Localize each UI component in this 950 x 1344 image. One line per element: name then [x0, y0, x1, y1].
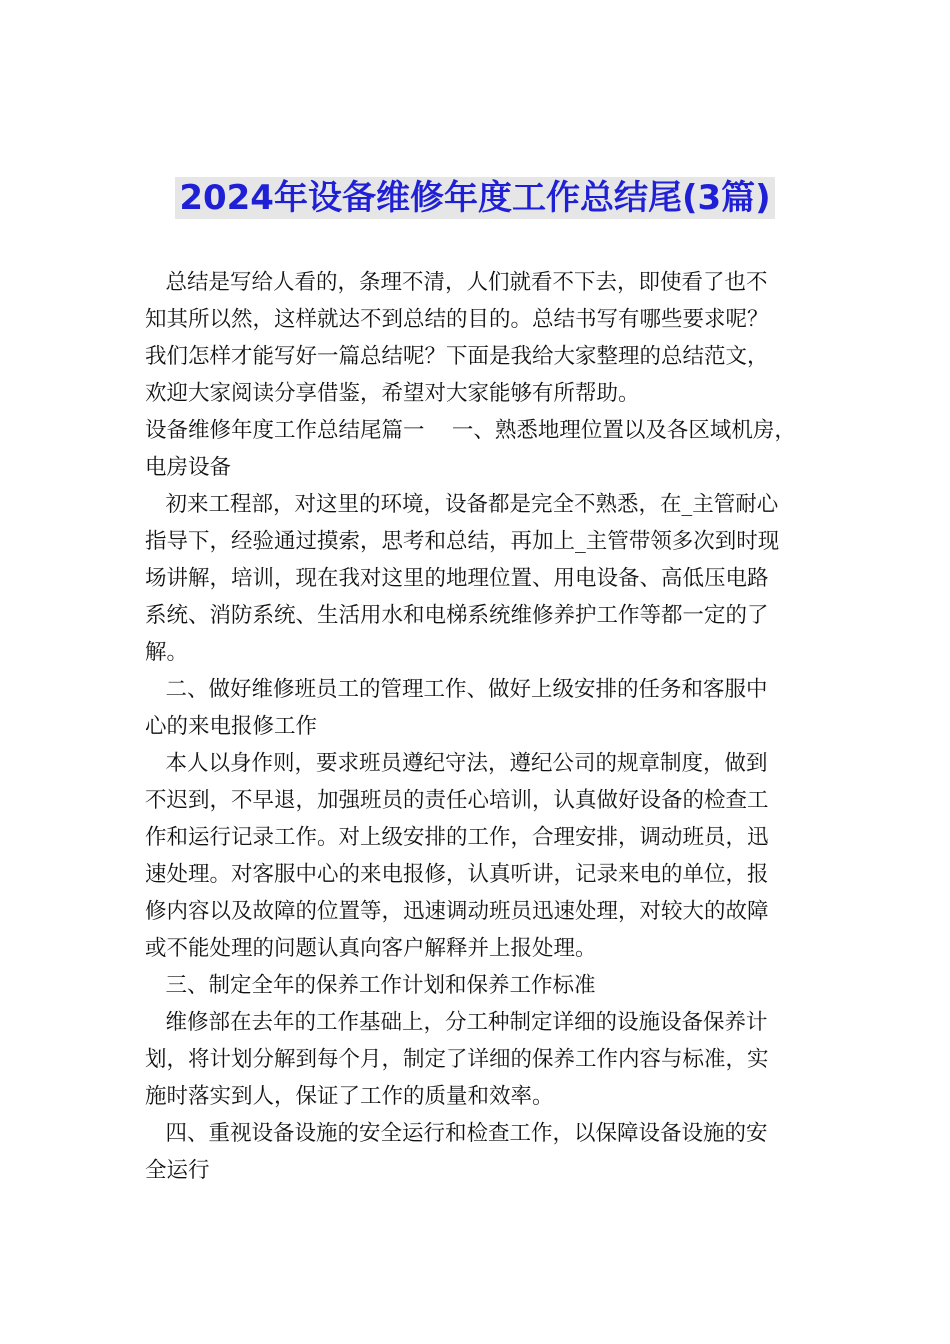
text-line: 不迟到，不早退，加强班员的责任心培训，认真做好设备的检查工	[145, 788, 769, 813]
text-line: 知其所以然，这样就达不到总结的目的。总结书写有哪些要求呢？	[145, 307, 769, 332]
text-line: 指导下，经验通过摸索，思考和总结，再加上_主管带领多次到时现	[145, 529, 780, 554]
text-line: 欢迎大家阅读分享借鉴，希望对大家能够有所帮助。	[145, 381, 640, 406]
text-line: 场讲解，培训，现在我对这里的地理位置、用电设备、高低压电路	[145, 566, 769, 591]
text-line: 或不能处理的问题认真向客户解释并上报处理。	[145, 936, 597, 961]
title-container	[0, 177, 950, 219]
text-line: 心的来电报修工作	[145, 714, 318, 739]
text-line: 我们怎样才能写好一篇总结呢？下面是我给大家整理的总结范文，	[145, 344, 769, 369]
text-line: 系统、消防系统、生活用水和电梯系统维修养护工作等都一定的了	[145, 603, 769, 628]
text-line: 作和运行记录工作。对上级安排的工作，合理安排，调动班员，迅	[145, 825, 769, 850]
text-line: 修内容以及故障的位置等，迅速调动班员迅速处理，对较大的故障	[145, 899, 769, 924]
text-line: 划，将计划分解到每个月，制定了详细的保养工作内容与标准，实	[145, 1047, 769, 1072]
text-line: 设备维修年度工作总结尾篇一 一、熟悉地理位置以及各区域机房，	[145, 418, 796, 443]
text-line: 速处理。对客服中心的来电报修，认真听讲，记录来电的单位，报	[145, 862, 769, 887]
document-title: 2024年设备维修年度工作总结尾(3篇)	[175, 177, 774, 219]
text-line: 三、制定全年的保养工作计划和保养工作标准	[145, 973, 596, 998]
text-line: 解。	[145, 640, 189, 665]
text-line: 总结是写给人看的，条理不清，人们就看不下去，即使看了也不	[145, 270, 768, 295]
text-line: 施时落实到人，保证了工作的质量和效率。	[145, 1084, 554, 1109]
text-line: 本人以身作则，要求班员遵纪守法，遵纪公司的规章制度，做到	[145, 751, 768, 776]
text-line: 初来工程部，对这里的环境，设备都是完全不熟悉，在_主管耐心	[145, 492, 779, 517]
text-line: 电房设备	[145, 455, 232, 480]
text-line: 四、重视设备设施的安全运行和检查工作，以保障设备设施的安	[145, 1121, 768, 1146]
text-line: 全运行	[145, 1158, 210, 1183]
document-body	[145, 264, 825, 1189]
text-line: 维修部在去年的工作基础上，分工种制定详细的设施设备保养计	[145, 1010, 768, 1035]
text-line: 二、做好维修班员工的管理工作、做好上级安排的任务和客服中	[145, 677, 768, 702]
